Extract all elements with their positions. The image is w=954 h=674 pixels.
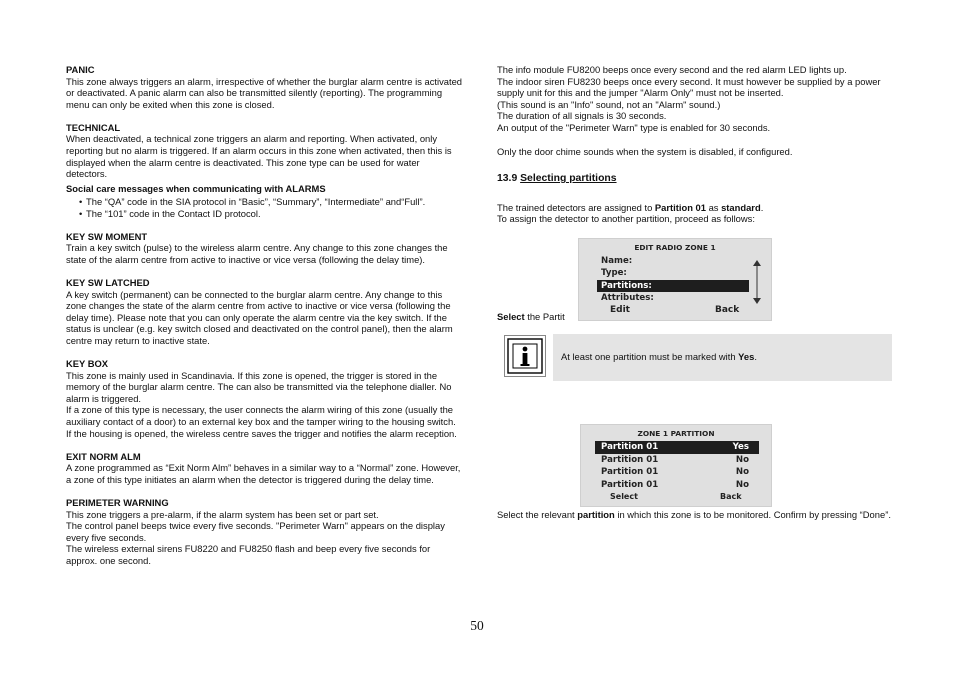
exit-norm-alm-section (66, 451, 462, 486)
key-box-section (66, 358, 462, 439)
perimeter-warning-section (66, 497, 462, 567)
key-sw-latched-body: A key switch (permanent) can be connected to the burglar alarm centre. Any change to this zone changes the state of the alarm centre from active to inactive or vice versa (following the delay time). Please note that you can only operate the alarm centre via the key switch. If the status is unclear (e.g. key switch closed and deactivated on the control panel), then the alarm centre may return to inactive state. (66, 288, 453, 346)
perimeter-warning-body: The control panel beeps twice every five seconds. "Perimeter Warn" appears on the display every five seconds. (66, 520, 445, 543)
partition-label: Partition 01 (601, 480, 659, 491)
info-note (553, 334, 892, 381)
bullet-item: • The “QA” code in the SIA protocol in “Basic”, “Summary”, “Intermediate” and“Full”. (66, 196, 462, 208)
intro-standard: standard (721, 201, 761, 213)
partition-label: Partition 01 (601, 454, 659, 465)
partition-value: No (735, 467, 749, 478)
key-sw-moment-section (66, 231, 462, 266)
right-column (497, 64, 895, 225)
lcd-zone-partition (580, 424, 772, 507)
partition-row-selected[interactable] (595, 441, 759, 454)
note-yes: Yes (738, 351, 755, 362)
lcd-menu-item[interactable]: Name: (601, 256, 633, 266)
scroll-arrows-icon (752, 260, 762, 304)
info-line: The duration of all signals is 30 seconds. (497, 110, 667, 122)
key-sw-latched-section (66, 277, 462, 347)
select-bold: Select (497, 311, 525, 322)
technical-heading: TECHNICAL (66, 121, 121, 133)
lcd-title: ZONE 1 PARTITION (637, 429, 715, 438)
perimeter-warning-heading: PERIMETER WARNING (66, 496, 169, 508)
partition-value: No (735, 480, 749, 491)
intro-line-2: To assign the detector to another partition, proceed as follows: (497, 213, 755, 225)
select-partition-line (497, 311, 565, 322)
lcd-edit-radio-zone (578, 238, 772, 321)
key-sw-moment-heading: KEY SW MOMENT (66, 230, 148, 242)
final-text: in which this zone is to be monitored. Confirm by pressing “Done”. (614, 509, 891, 520)
panic-heading: PANIC (66, 64, 95, 75)
exit-norm-alm-body: A zone programmed as “Exit Norm Alm” behaves in a similar way to a “Normal” zone. However, a zone of this type initiates an alarm when the detector is triggered during the delay time. (66, 462, 461, 485)
partition-row[interactable] (595, 466, 759, 479)
softkey-back[interactable]: Back (715, 305, 740, 315)
social-care-heading: Social care messages when communicating with ALARMS (66, 182, 326, 194)
section-title: Selecting partitions (520, 173, 617, 185)
technical-section (66, 122, 462, 220)
partition-value: Yes (732, 442, 749, 452)
partition-label: Partition 01 (601, 442, 659, 452)
section-heading (497, 173, 895, 185)
perimeter-warning-body: The wireless external sirens FU8220 and FU8250 flash and beep every five seconds for approx. one second. (66, 543, 431, 566)
perimeter-warning-body: This zone triggers a pre-alarm, if the alarm system has been set or part set. (66, 508, 379, 520)
final-instruction (497, 509, 895, 521)
technical-body: When deactivated, a technical zone triggers an alarm and reporting. When activated, only reporting but no alarm is triggered. If an alarm occurs in this zone when activated, then this is displayed when the alarm centre is deactivated. This zone type can be used for water detectors. (66, 133, 452, 180)
partition-row[interactable] (595, 454, 759, 467)
info-icon (504, 335, 546, 377)
key-sw-latched-heading: KEY SW LATCHED (66, 276, 150, 288)
lcd-menu-item-selected[interactable]: Partitions: (597, 280, 749, 292)
info-note-text (561, 351, 757, 362)
page-number: 50 (470, 618, 484, 633)
key-box-body: If a zone of this type is necessary, the user connects the alarm wiring of this zone (usually the auxiliary contact of a door) to an external key box and the tamper wiring to the housing switch. If the housing is opened, the wireless centre saves the trigger and notifies the alarm reception. (66, 404, 457, 439)
intro-line (497, 202, 895, 214)
key-sw-moment-body: Train a key switch (pulse) to the wireless alarm centre. Any change to this zone changes the state of the alarm centre from active to inactive or vice versa (following the delay time). (66, 242, 448, 265)
lcd-menu-item[interactable]: Attributes: (601, 293, 654, 304)
partition-value: No (735, 454, 749, 465)
info-line: (This sound is an "Info" sound, not an "Alarm" sound.) (497, 98, 721, 110)
bullet-item: • The “101” code in the Contact ID protocol. (66, 208, 462, 220)
note-text: . (754, 351, 757, 362)
exit-norm-alm-heading: EXIT NORM ALM (66, 450, 141, 462)
info-line: The indoor siren FU8230 beeps once every second. It must however be supplied by a power supply unit for this and the jumper "Alarm Only" must not be inserted. (497, 75, 881, 99)
info-line: The info module FU8200 beeps once every second and the red alarm LED lights up. (497, 64, 847, 75)
softkey-select[interactable]: Select (610, 492, 638, 501)
lcd-menu-item[interactable]: Type: (601, 268, 627, 279)
note-text: At least one partition must be marked with (561, 351, 739, 362)
softkey-back[interactable]: Back (720, 492, 742, 501)
intro-partition: Partition 01 (654, 201, 706, 213)
intro-text: The trained detectors are assigned to (497, 201, 655, 213)
partition-row[interactable] (595, 479, 759, 492)
key-box-body: This zone is mainly used in Scandinavia. If this zone is opened, the trigger is stored in the memory of the burglar alarm centre. The can also be transmitted via the telephone dialler. No alarm is triggered. (66, 369, 452, 404)
partition-label: Partition 01 (601, 467, 659, 478)
left-column (66, 64, 462, 578)
softkey-edit[interactable]: Edit (610, 305, 630, 315)
intro-text: . (760, 201, 764, 213)
final-partition: partition (577, 509, 615, 520)
lcd-title: EDIT RADIO ZONE 1 (634, 243, 716, 252)
final-text: Select the relevant (497, 509, 578, 520)
section-number: 13.9 (497, 173, 518, 185)
intro-text: as (705, 201, 722, 213)
panic-body: This zone always triggers an alarm, irrespective of whether the burglar alarm centre is activated or deactivated. A panic alarm can also be transmitted silently (reporting). The programming menu can only be exited when this zone is closed. (66, 75, 463, 110)
chime-line: Only the door chime sounds when the system is disabled, if configured. (497, 145, 793, 157)
select-text: the Partit (524, 311, 565, 322)
info-line: An output of the "Perimeter Warn" type is enabled for 30 seconds. (497, 121, 771, 133)
panic-section (66, 64, 462, 110)
key-box-heading: KEY BOX (66, 357, 109, 369)
